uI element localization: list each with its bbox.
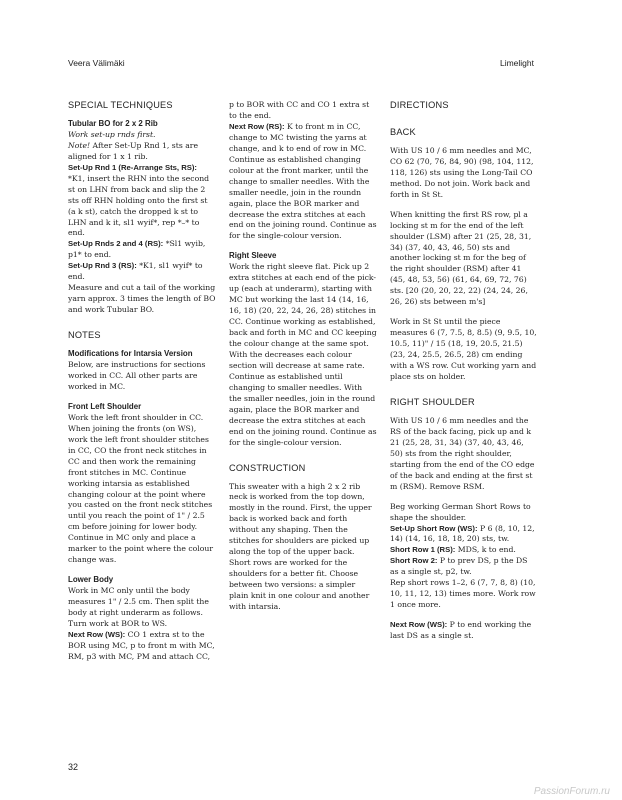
column-middle	[229, 100, 377, 613]
lower-body-paragraph: Work in MC only until the body measures 1" / 2.5 cm. Then split the body at right underarm as follows. Turn work at BOR to WS.	[68, 586, 209, 628]
tubular-intro: Work set-up rnds first.	[68, 129, 156, 139]
short-row-1-label: Short Row 1 (RS):	[390, 545, 456, 555]
setup-rnd-1-label: Set-Up Rnd 1 (Re-Arrange Sts, RS):	[68, 162, 197, 172]
back-heading: BACK	[390, 126, 416, 137]
next-row-ws-final-text: P to end working the last DS as a single st.	[390, 620, 532, 641]
note-text: After Set-Up Rnd 1, sts are aligned for 1 x 1 rib.	[68, 140, 199, 161]
front-left-shoulder-heading: Front Left Shoulder	[68, 401, 142, 411]
tubular-bo-heading: Tubular BO for 2 x 2 Rib	[68, 118, 158, 128]
repeat-paragraph: Rep short rows 1–2, 6 (7, 7, 8, 8) (10, 10, 11, 12, 13) times more. Work row 1 once more.	[390, 578, 536, 610]
setup-rnd-1	[68, 163, 216, 240]
setup-rnds-2-4-label: Set-Up Rnds 2 and 4 (RS):	[68, 239, 164, 249]
setup-rnds-2-4-text: *Sl1 wyib, p1* to end.	[68, 239, 206, 260]
column-right	[390, 100, 538, 642]
right-shoulder-paragraph-1: With US 10 / 6 mm needles and the RS of the back facing, pick up and k 21 (25, 28, 31, 34) (37, 40, 43, 46, 50) sts from the right shoulder, starting from the end of the CO edge of the back and ending at the first st m (RSM). Remove RSM.	[390, 415, 535, 491]
author-name: Veera Välimäki	[68, 58, 125, 68]
setup-short-row-text: P 6 (8, 10, 12, 14) (14, 16, 18, 18, 20) sts, tw.	[390, 523, 535, 544]
intarsia-heading: Modifications for Intarsia Version	[68, 349, 193, 359]
right-sleeve-heading: Right Sleeve	[229, 251, 277, 261]
short-row-2-text: P to prev DS, p the DS as a single st, p2, tw.	[390, 556, 528, 577]
short-row-1	[390, 545, 538, 556]
setup-rnd-3-label: Set-Up Rnd 3 (RS):	[68, 261, 137, 271]
pattern-title: Limelight	[499, 58, 534, 68]
note-paragraph	[68, 141, 216, 163]
note-label: Note!	[68, 140, 91, 150]
back-paragraph-1: With US 10 / 6 mm needles and MC, CO 62 (70, 76, 84, 90) (98, 104, 112, 118, 126) sts using the Long-Tail CO method. Do not join. Work back and forth in St St.	[390, 145, 534, 199]
lower-body-heading: Lower Body	[68, 575, 114, 585]
back-paragraph-2: When knitting the first RS row, pl a locking st m for the end of the left shoulder (LSM) after 21 (25, 28, 31, 34) (37, 40, 43, 46, 50) sts and another locking st m for the beg of the right shoulder (RSM) after 41 (45, 48, 53, 56) (61, 64, 69, 72, 76) sts. [20 (20, 20, 22, 22) (24, 24, 26, 26, 26) sts between m's]	[390, 209, 532, 307]
setup-short-row-label: Set-Up Short Row (WS):	[390, 523, 478, 533]
notes-heading: NOTES	[68, 330, 101, 341]
special-techniques-heading: SPECIAL TECHNIQUES	[68, 100, 173, 110]
continued-paragraph: p to BOR with CC and CO 1 extra st to the end.	[229, 100, 370, 120]
short-row-2	[390, 556, 538, 578]
short-row-1-text: MDS, k to end.	[455, 545, 516, 555]
next-row-ws-label: Next Row (WS):	[68, 629, 126, 639]
next-row-rs-label: Next Row (RS):	[229, 121, 285, 131]
construction-paragraph: This sweater with a high 2 x 2 rib neck is worked from the top down, mostly in the round. First, the upper back is worked back and forth without any shaping. Then the stitches for shoulders are picked up along the top of the upper back. Short rows are worked for the shoulders for a better fit. Choose between two versions: a simpler plain knit in one colour and another with intarsia.	[229, 481, 372, 611]
page-number: 32	[68, 762, 79, 772]
directions-heading: DIRECTIONS	[390, 100, 449, 110]
watermark: PassionForum.ru	[533, 786, 610, 797]
right-shoulder-paragraph-2: Beg working German Short Rows to shape the shoulder.	[390, 501, 531, 522]
next-row-ws-final-label: Next Row (WS):	[390, 620, 448, 630]
next-row-rs-paragraph	[229, 122, 377, 242]
construction-heading: CONSTRUCTION	[229, 462, 306, 473]
setup-rnds-2-4	[68, 239, 216, 261]
next-row-ws-text: CO 1 extra st to the BOR using MC, p to front m with MC, RM, p3 with MC, PM and attach CC,	[68, 629, 215, 661]
setup-rnd-3	[68, 261, 216, 283]
right-sleeve-paragraph: Work the right sleeve flat. Pick up 2 extra stitches at each end of the pick-up (each at underarm), starting with MC but working the last 14 (14, 16, 16, 18) (20, 22, 24, 26, 28) stitches in CC. Continue working as established, back and forth in MC and CC keeping the colour change at the same spot. With the decreases each colour section will decrease at same rate. Continue as established until changing to smaller needles. With the smaller needles, join in the round again, place the BOR marker and decrease the extra stitches at each end on the joining round. Continue as for the single-colour version.	[229, 262, 377, 447]
next-row-ws-paragraph	[68, 630, 216, 663]
right-shoulder-heading: RIGHT SHOULDER	[390, 396, 475, 407]
short-row-2-label: Short Row 2:	[390, 556, 438, 566]
column-left	[68, 100, 216, 663]
next-row-rs-text: K to front m in CC, change to MC twisting the yarns at change, and k to end of row in MC. Continue as established changing colour at the front marker, until the change to smaller needles. With the smaller needle, join in the roundn again, place the BOR marker and decrease the extra stitches at each end on the joining round. Continue as for the single-colour version.	[229, 121, 377, 241]
next-row-ws-final	[390, 620, 538, 642]
front-left-shoulder-paragraph: Work the left front shoulder in CC. When joining the fronts (on WS), work the left front shoulder stitches in CC, CO the front neck stitches in CC and then work the remaining front stitches in MC. Continue working intarsia as established changing colour at the point where you casted on the front neck stitches until you reach the point of 1" / 2.5 cm before joining for lower body. Continue in MC only and place a marker to the point where the colour change was.	[68, 412, 213, 565]
intarsia-paragraph: Below, are instructions for sections worked in CC. All other parts are worked in MC.	[68, 360, 206, 391]
measure-paragraph: Measure and cut a tail of the working yarn approx. 3 times the length of BO and work Tubular BO.	[68, 283, 216, 315]
back-paragraph-3: Work in St St until the piece measures 6 (7, 7.5, 8, 8.5) (9, 9.5, 10, 10.5, 11)" / 15 (18, 19, 20.5, 21.5) (23, 24, 25.5, 26.5, 28) cm ending with a WS row. Cut working yarn and place sts on holder.	[390, 317, 537, 382]
setup-short-row	[390, 524, 538, 546]
setup-rnd-3-text: *K1, sl1 wyif* to end.	[68, 261, 203, 282]
setup-rnd-1-text: *K1, insert the RHN into the second st on LHN from back and slip the 2 sts off RHN holding onto the first st (a k st), catch the dropped k st to LHN and k it, sl1 wyif*, rep *–* to end.	[68, 173, 210, 238]
